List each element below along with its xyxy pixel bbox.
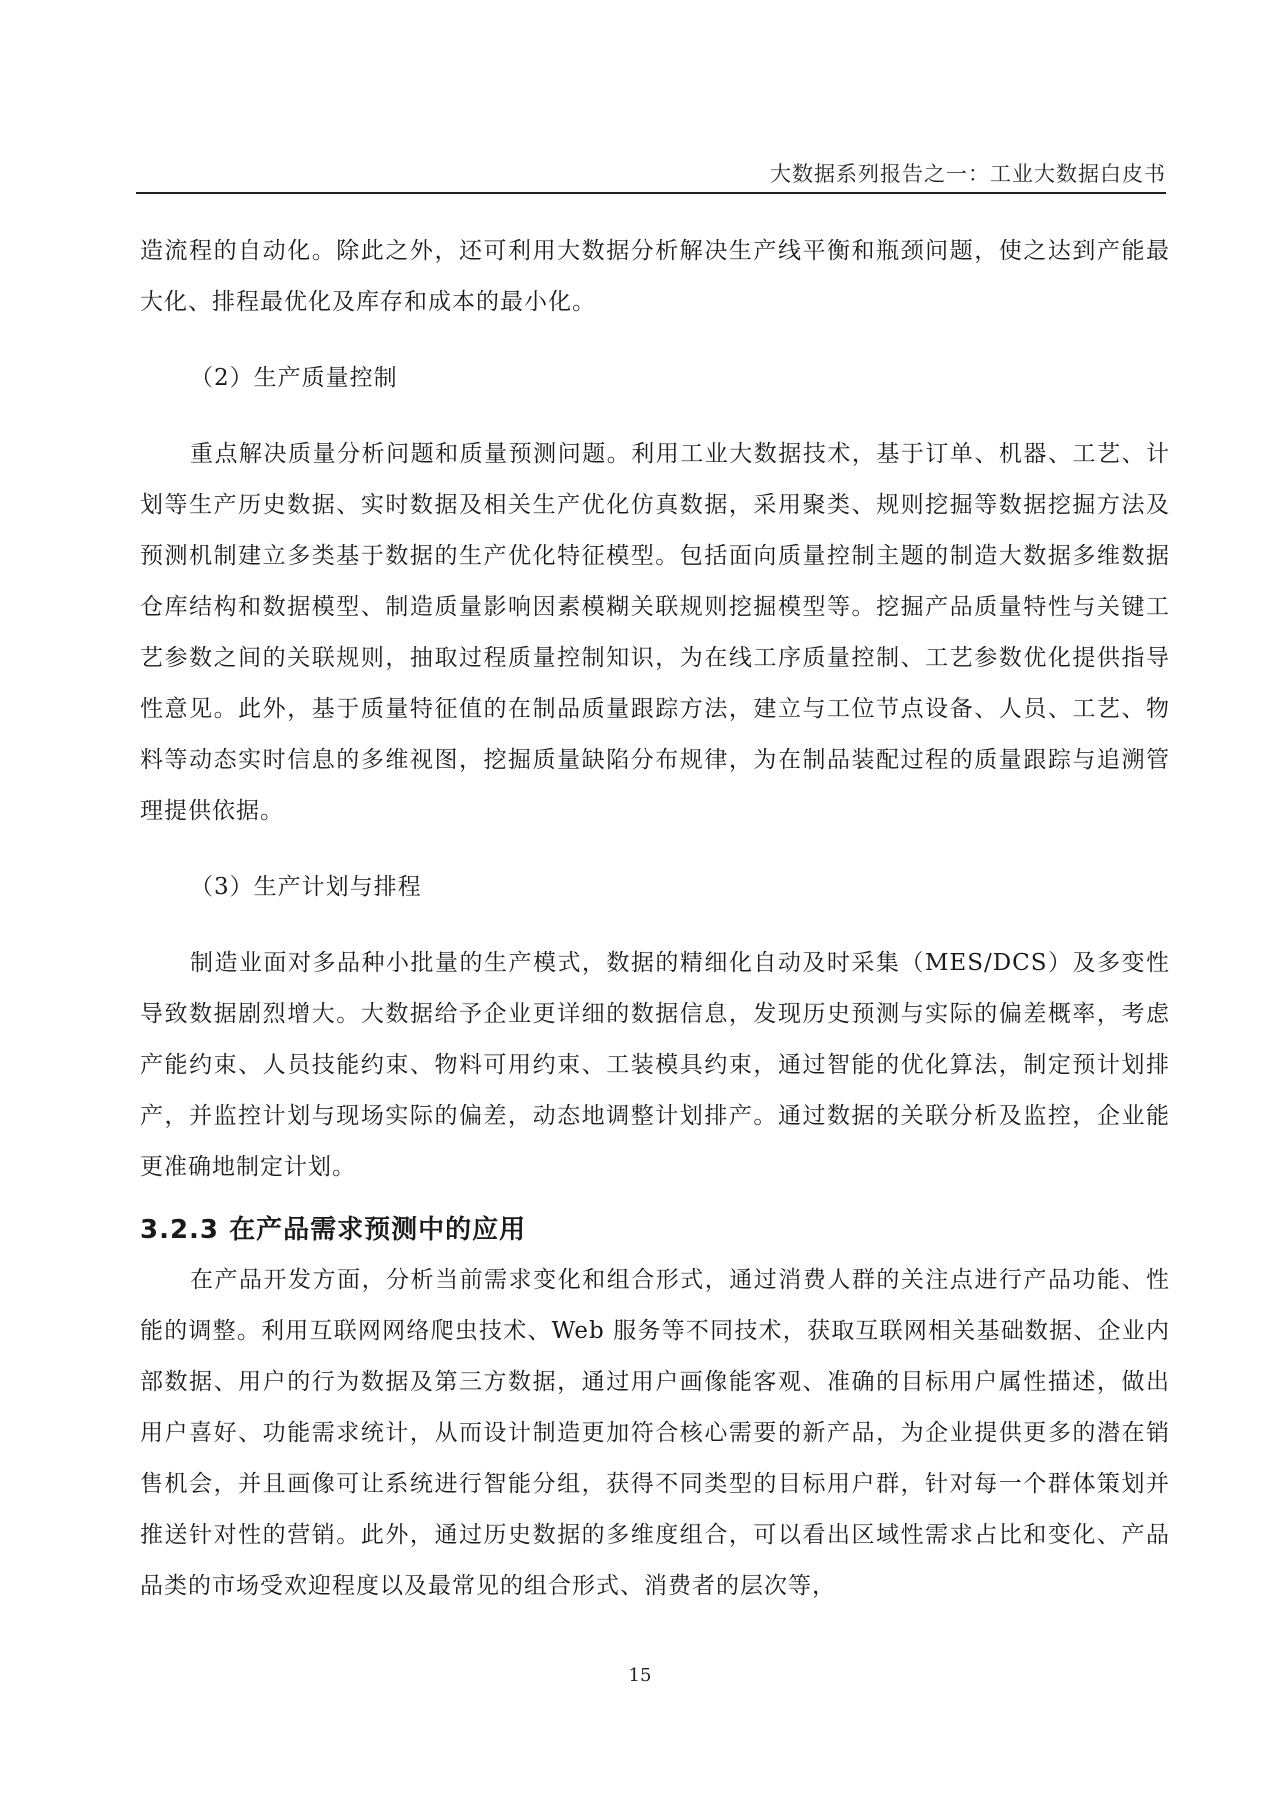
subheading-quality-control: （2）生产质量控制 [190,365,398,391]
header-rule [136,192,1166,194]
page-body [140,226,1170,1612]
paragraph-production-planning: 制造业面对多品种小批量的生产模式，数据的精细化自动及时采集（MES/DCS）及多变性导致数据剧烈增大。大数据给予企业更详细的数据信息，发现历史预测与实际的偏差概率，考虑产能约束、人员技能约束、物料可用约束、工装模具约束，通过智能的优化算法，制定预计划排产，并监控计划与现场实际的偏差，动态地调整计划排产。通过数据的关联分析及监控，企业能更准确地制定计划。 [140,950,1170,1180]
section-heading: 3.2.3 在产品需求预测中的应用 [140,1215,527,1245]
page-number: 15 [628,1665,652,1686]
paragraph-intro: 造流程的自动化。除此之外，还可利用大数据分析解决生产线平衡和瓶颈问题，使之达到产能最大化、排程最优化及库存和成本的最小化。 [140,238,1170,315]
running-header: 大数据系列报告之一：工业大数据白皮书 [770,162,1166,186]
subheading-production-planning: （3）生产计划与排程 [190,874,422,900]
paragraph-demand-forecast: 在产品开发方面，分析当前需求变化和组合形式，通过消费人群的关注点进行产品功能、性能的调整。利用互联网网络爬虫技术、Web 服务等不同技术，获取互联网相关基础数据、企业内部数据、用户的行为数据及第三方数据，通过用户画像能客观、准确的目标用户属性描述，做出用户喜好、功能需求统计，从而设计制造更加符合核心需要的新产品，为企业提供更多的潜在销售机会，并且画像可让系统进行智能分组，获得不同类型的目标用户群，针对每一个群体策划并推送针对性的营销。此外，通过历史数据的多维度组合，可以看出区域性需求占比和变化、产品品类的市场受欢迎程度以及最常见的组合形式、消费者的层次等， [140,1267,1170,1599]
paragraph-quality-control: 重点解决质量分析问题和质量预测问题。利用工业大数据技术，基于订单、机器、工艺、计划等生产历史数据、实时数据及相关生产优化仿真数据，采用聚类、规则挖掘等数据挖掘方法及预测机制建立多类基于数据的生产优化特征模型。包括面向质量控制主题的制造大数据多维数据仓库结构和数据模型、制造质量影响因素模糊关联规则挖掘模型等。挖掘产品质量特性与关键工艺参数之间的关联规则，抽取过程质量控制知识，为在线工序质量控制、工艺参数优化提供指导性意见。此外，基于质量特征值的在制品质量跟踪方法，建立与工位节点设备、人员、工艺、物料等动态实时信息的多维视图，挖掘质量缺陷分布规律，为在制品装配过程的质量跟踪与追溯管理提供依据。 [140,441,1170,824]
